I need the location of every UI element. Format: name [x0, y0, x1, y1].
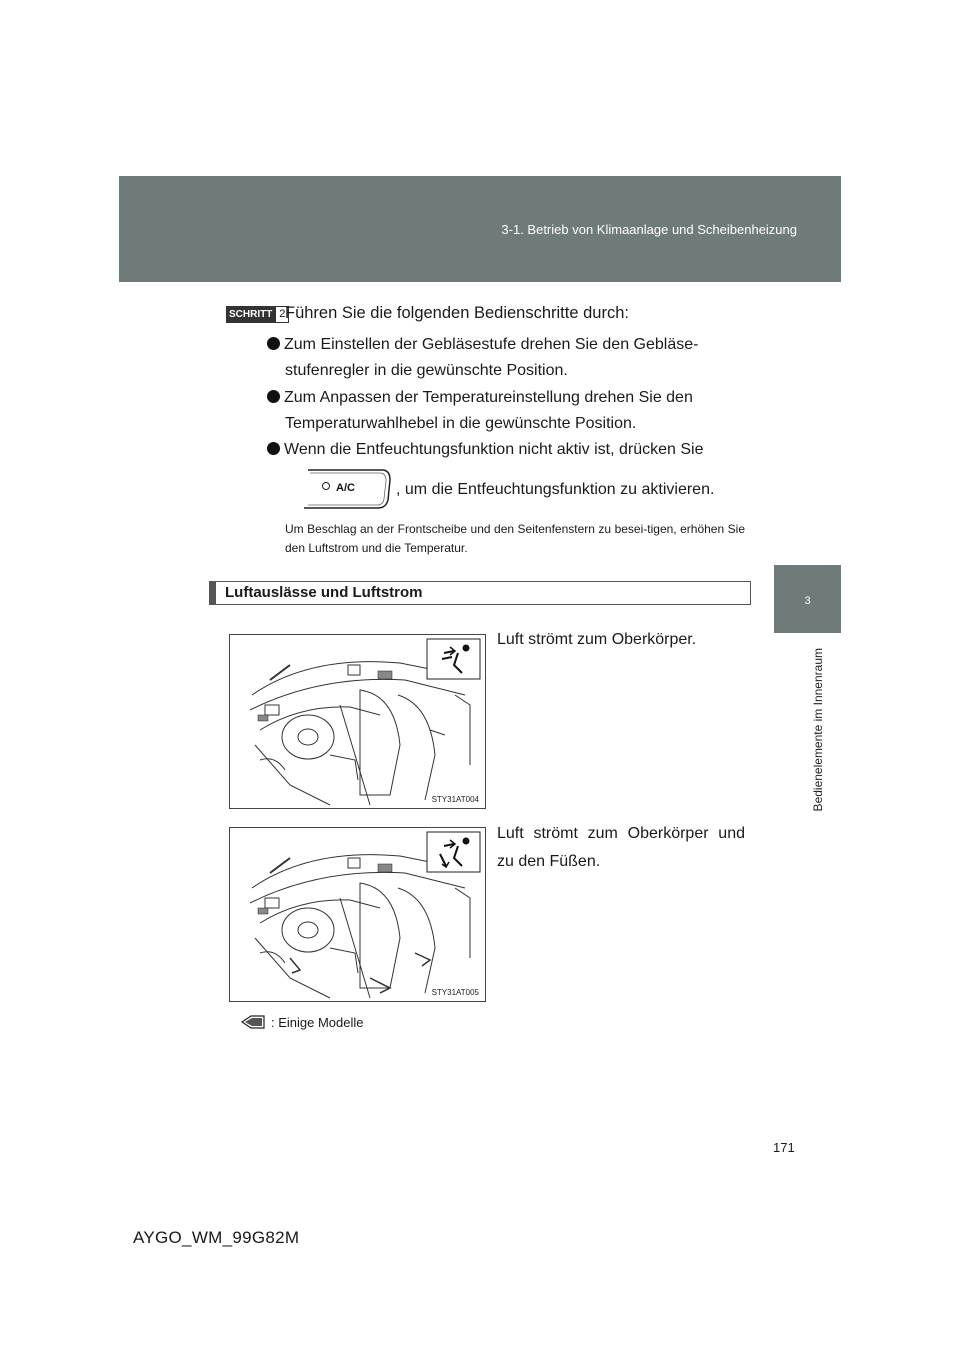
figure-bilevel-airflow	[229, 827, 486, 1002]
chapter-title: 3-1. Betrieb von Klimaanlage und Scheibenheizung	[501, 222, 797, 237]
legend	[241, 1013, 364, 1031]
chapter-header	[119, 176, 841, 282]
chapter-tab	[774, 565, 841, 633]
section-title: Luftauslässe und Luftstrom	[225, 584, 423, 601]
document-code: AYGO_WM_99G82M	[133, 1228, 300, 1247]
bullet-item	[267, 332, 744, 384]
bullet-dot-icon	[267, 390, 280, 403]
figure-face-airflow	[229, 634, 486, 809]
chapter-side-label	[808, 635, 828, 825]
chapter-side-label-text: Bedienelemente im Innenraum	[811, 648, 825, 812]
figure-description: Luft strömt zum Oberkörper und zu den Füßen.	[497, 825, 745, 870]
ac-button-illustration	[300, 466, 392, 510]
some-models-icon	[241, 1014, 265, 1030]
bullet-item	[267, 437, 744, 463]
bullet-text: Zum Anpassen der Temperatureinstellung drehen Sie den	[284, 389, 693, 406]
bullet-text-continued: Temperaturwahlhebel in die gewünschte Position.	[285, 415, 637, 432]
bullet-dot-icon	[267, 337, 280, 350]
bullet-text: Wenn die Entfeuchtungsfunktion nicht aktiv ist, drücken Sie	[284, 441, 704, 458]
step-instruction: Führen Sie die folgenden Bedienschritte durch:	[285, 304, 629, 322]
bullet-text-continued: stufenregler in die gewünschte Position.	[285, 362, 568, 379]
figure-code: STY31AT005	[431, 988, 479, 997]
bullet-text: Zum Einstellen der Gebläsestufe drehen Sie den Gebläse-	[284, 336, 699, 353]
car-interior-illustration	[230, 635, 485, 808]
section-accent	[210, 582, 216, 604]
bullet-item	[267, 385, 744, 437]
legend-text: : Einige Modelle	[271, 1014, 364, 1030]
step-badge	[226, 306, 289, 323]
figure-code: STY31AT004	[431, 795, 479, 804]
chapter-number: 3	[804, 595, 811, 607]
car-interior-illustration	[230, 828, 485, 1001]
svg-text:A/C: A/C	[336, 482, 355, 494]
step-badge-number: 2	[275, 306, 289, 323]
section-heading	[209, 581, 751, 605]
figure-description: Luft strömt zum Oberkörper.	[497, 631, 697, 648]
step-badge-word: SCHRITT	[226, 306, 275, 323]
ac-button-icon	[300, 466, 392, 510]
page-number: 171	[773, 1140, 795, 1155]
ac-instruction-text: , um die Entfeuchtungsfunktion zu aktivieren.	[396, 481, 715, 498]
bullet-dot-icon	[267, 442, 280, 455]
defog-note: Um Beschlag an der Frontscheibe und den Seitenfenstern zu besei-tigen, erhöhen Sie den Luftstrom und die Temperatur.	[285, 522, 745, 555]
